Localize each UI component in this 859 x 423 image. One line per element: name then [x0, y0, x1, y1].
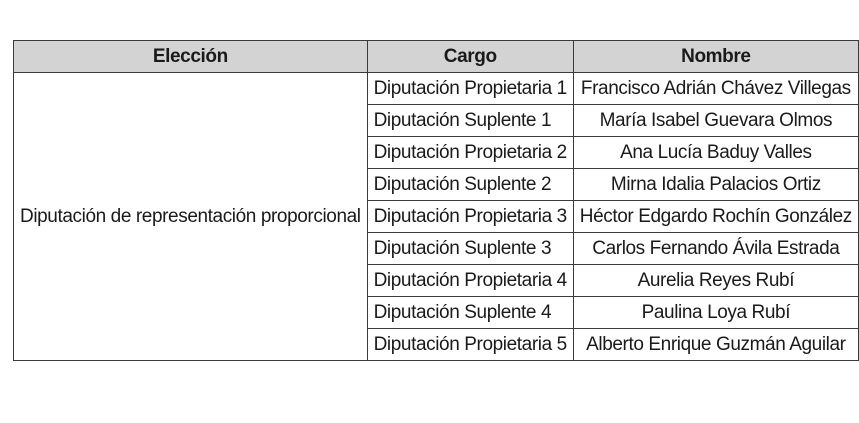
nombre-cell: Paulina Loya Rubí: [573, 297, 858, 329]
header-nombre: Nombre: [573, 41, 858, 73]
cargo-cell: Diputación Propietaria 1: [367, 73, 573, 105]
nombre-cell: Francisco Adrián Chávez Villegas: [573, 73, 858, 105]
nombre-cell: Ana Lucía Baduy Valles: [573, 137, 858, 169]
eleccion-cell: Diputación de representación proporcional: [14, 73, 368, 361]
cargo-cell: Diputación Suplente 4: [367, 297, 573, 329]
nombre-cell: Carlos Fernando Ávila Estrada: [573, 233, 858, 265]
header-cargo: Cargo: [367, 41, 573, 73]
cargo-cell: Diputación Suplente 1: [367, 105, 573, 137]
nombre-cell: Aurelia Reyes Rubí: [573, 265, 858, 297]
cargo-cell: Diputación Propietaria 2: [367, 137, 573, 169]
nombre-cell: Héctor Edgardo Rochín González: [573, 201, 858, 233]
header-row: [14, 41, 859, 73]
table-row: [14, 73, 859, 105]
nombre-cell: María Isabel Guevara Olmos: [573, 105, 858, 137]
cargo-cell: Diputación Propietaria 3: [367, 201, 573, 233]
cargo-cell: Diputación Suplente 3: [367, 233, 573, 265]
nombre-cell: Alberto Enrique Guzmán Aguilar: [573, 329, 858, 361]
cargo-cell: Diputación Propietaria 5: [367, 329, 573, 361]
nombre-cell: Mirna Idalia Palacios Ortiz: [573, 169, 858, 201]
header-eleccion: Elección: [14, 41, 368, 73]
cargo-cell: Diputación Propietaria 4: [367, 265, 573, 297]
candidates-table: [13, 40, 859, 361]
cargo-cell: Diputación Suplente 2: [367, 169, 573, 201]
